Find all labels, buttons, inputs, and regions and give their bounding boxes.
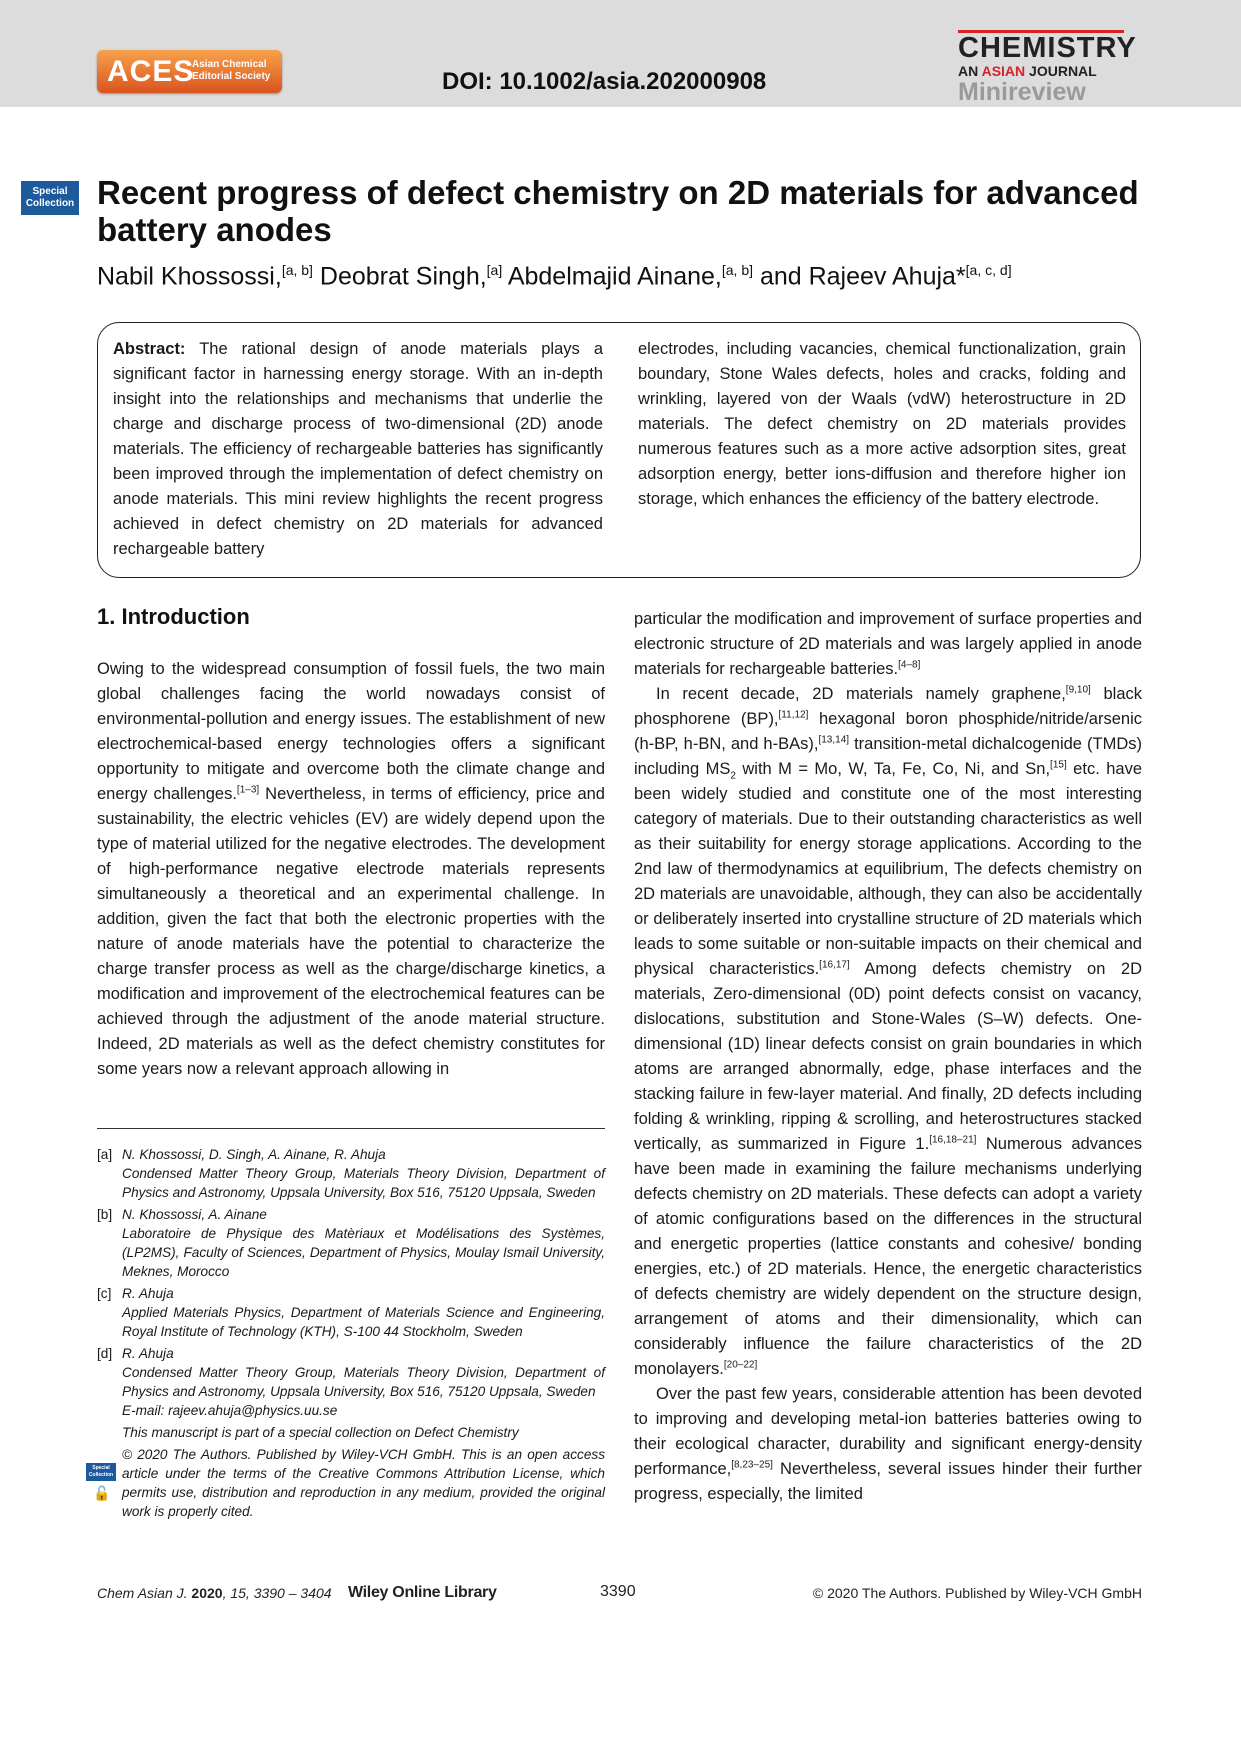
aces-logo-line2: Editorial Society bbox=[192, 71, 271, 82]
section-heading-introduction: 1. Introduction bbox=[97, 604, 250, 629]
abstract-text-1: The rational design of anode materials plays a significant factor in harnessing energy storage. With an in-depth insight into the relationships and mechanisms that underlie the charge and discharge process of two-dimensional (2D) anode materials. The efficiency of rechargeable batteries has significantly been improved through the implementation of defect chemistry on anode materials. This mini review highlights the recent progress achieved in defect chemistry on 2D materials for advanced rechargeable battery bbox=[113, 340, 603, 558]
author-affiliation: [a, c, d] bbox=[965, 262, 1012, 278]
open-access-lock-icon: 🔓 bbox=[93, 1486, 111, 1502]
special-collection-badge: Special Collection bbox=[21, 181, 79, 215]
abstract-label: Abstract: bbox=[113, 340, 186, 358]
author-affiliation: [a, b] bbox=[721, 262, 753, 278]
citation[interactable]: [8,23–25] bbox=[731, 1459, 773, 1471]
citation[interactable]: [20–22] bbox=[723, 1359, 758, 1371]
affiliation-names: R. Ahuja bbox=[122, 1286, 174, 1301]
citation[interactable]: [9,10] bbox=[1065, 684, 1091, 696]
footnote-divider bbox=[97, 1128, 605, 1129]
citation[interactable]: [1–3] bbox=[236, 784, 260, 796]
affiliation-item bbox=[97, 1205, 605, 1281]
author-name: Abdelmajid Ainane, bbox=[502, 262, 722, 291]
citation[interactable]: [15] bbox=[1050, 759, 1067, 771]
aces-logo-word: ACES bbox=[107, 55, 195, 88]
article-title: Recent progress of defect chemistry on 2D materials for advanced battery anodes bbox=[97, 174, 1139, 248]
journal-logo-chemistry: CHEMISTRY bbox=[958, 32, 1137, 64]
citation[interactable]: [13,14] bbox=[818, 734, 850, 746]
footer-wiley-library[interactable]: Wiley Online Library bbox=[348, 1584, 497, 1601]
paragraph: particular the modification and improvement of surface properties and electronic structure of 2D materials and was largely applied in anode materials for rechargeable batteries.[4–8] bbox=[634, 610, 1142, 678]
footer-citation: Chem Asian J. 2020, 15, 3390 – 3404 bbox=[97, 1585, 332, 1601]
author-affiliation: [a, b] bbox=[281, 262, 313, 278]
citation[interactable]: [11,12] bbox=[778, 709, 809, 721]
journal-logo-subtitle: AN ASIAN JOURNAL bbox=[958, 63, 1097, 79]
paragraph: Owing to the widespread consumption of fossil fuels, the two main global challenges facing the world nowadays consist of environmental-pollution and energy issues. The establishment of new electrochemical-based energy technologies offers a significant opportunity to mitigate and overcome both the climate change and energy challenges.[1–3] Nevertheless, in terms of efficiency, price and sustainability, the electric vehicles (EV) are widely depend upon the type of material utilized for the negative electrodes. The development of high-performance negative electrode materials represents simultaneously a theoretical and an experimental challenge. In addition, given the fact that both the electronic properties with the nature of anode materials have the potential to characterize the charge transfer process as well as the charge/discharge kinetics, a modification and improvement of the electrochemical features can be achieved through the adjustment of the anode material structure. Indeed, 2D materials as well as the defect chemistry constitutes for some years now a relevant approach allowing in bbox=[97, 660, 605, 1078]
abstract-column-1 bbox=[113, 337, 603, 562]
affiliation-tag: [d] bbox=[97, 1346, 113, 1361]
author-name: Nabil Khossossi, bbox=[97, 262, 282, 291]
paragraph: Over the past few years, considerable attention has been devoted to improving and developing metal-ion batteries batteries owing to their ecological character, durability and significant energy-density performance,[8,23–25] Nevertheless, several issues hinder their further progress, especially, the limited bbox=[634, 1385, 1142, 1503]
author-name: Deobrat Singh, bbox=[312, 262, 487, 291]
body-column-right bbox=[634, 607, 1142, 1507]
affiliation-tag: [b] bbox=[97, 1207, 113, 1222]
affiliation-names: N. Khossossi, A. Ainane bbox=[122, 1207, 267, 1222]
affiliation-address: Applied Materials Physics, Department of Materials Science and Engineering, Royal Institute of Technology (KTH), S-100 44 Stockholm, Sweden bbox=[122, 1305, 605, 1339]
affiliations bbox=[97, 1145, 605, 1524]
affiliation-address: Laboratoire de Physique des Matèriaux et Modélisations des Systèmes, (LP2MS), Faculty of Sciences, Department of Physics, Moulay Ismail University, Meknes, Morocco bbox=[122, 1226, 605, 1279]
body-column-left bbox=[97, 657, 605, 1082]
citation[interactable]: [16,17] bbox=[819, 959, 850, 971]
footer-copyright: © 2020 The Authors. Published by Wiley-VCH GmbH bbox=[812, 1585, 1142, 1601]
doi[interactable]: DOI: 10.1002/asia.202000908 bbox=[442, 68, 767, 95]
special-collection-small-icon: Special Collection bbox=[86, 1463, 116, 1481]
affiliation-names: R. Ahuja bbox=[122, 1346, 174, 1361]
paragraph: In recent decade, 2D materials namely graphene,[9,10] black phosphorene (BP),[11,12] hexagonal boron phosphide/nitride/arsenic (h-BP, h-BN, and h-BAs),[13,14] transition-metal dichalcogenide (TMDs) including $MS_2$ with M = Mo, W, Ta, Fe, Co, Ni, and Sn,[15] etc. have been widely studied and constitute one of the most interesting category of materials. Due to their outstanding characteristics as well as their suitability for energy storage applications. According to the 2nd law of thermodynamics at equilibrium, The defects chemistry on 2D materials are unavoidable, although, they can also be accidentally or deliberately inserted into crystalline structure of 2D materials which leads to some suitable or non-suitable impacts on their chemical and physical characteristics.[16,17] Among defects chemistry on 2D materials, Zero-dimensional (0D) point defects consist on vacancy, dislocations, substitution and Stone-Wales (S–W) defects. One-dimensional (1D) linear defects consist on grain boundaries in which atoms are arranged abnormally, edge, phase interfaces and the stacking failure in few-layer material. And finally, 2D defects including folding & wrinkling, ripping & scrolling, and heterostructures stacked vertically, as summarized in Figure 1.[16,18–21] Numerous advances have been made in examining the failure mechanisms underlying defects chemistry on 2D materials. These defects can adopt a variety of atomic configurations based on the differences in the structural and energetic properties (lattice constants and cohesive/ bonding energies, etc.) of 2D materials. Hence, the energetic characteristics of defects chemistry are widely dependent on the structure design, arrangement of atoms and their dimensionality, which can considerably influence the failure characteristics of the 2D monolayers.[20–22] bbox=[634, 684, 1143, 1378]
aces-logo bbox=[97, 50, 282, 93]
corresponding-email[interactable]: E-mail: rajeev.ahuja@physics.uu.se bbox=[122, 1403, 338, 1418]
affiliation-tag: [c] bbox=[97, 1286, 112, 1301]
affiliation-tag: [a] bbox=[97, 1147, 113, 1162]
affiliation-item bbox=[97, 1344, 605, 1420]
affiliation-address: Condensed Matter Theory Group, Materials Theory Division, Department of Physics and Astronomy, Uppsala University, Box 516, 75120 Uppsala, Sweden bbox=[122, 1365, 605, 1399]
article-type: Minireview bbox=[958, 78, 1086, 106]
author-list bbox=[97, 262, 1012, 291]
author-name: and Rajeev Ahuja* bbox=[753, 262, 966, 291]
special-collection-note: This manuscript is part of a special collection on Defect Chemistry bbox=[122, 1425, 519, 1440]
citation[interactable]: [4–8] bbox=[898, 659, 921, 671]
author-affiliation: [a] bbox=[486, 262, 503, 278]
affiliation-names: N. Khossossi, D. Singh, A. Ainane, R. Ahuja bbox=[122, 1147, 386, 1162]
affiliation-item bbox=[97, 1145, 605, 1202]
citation[interactable]: [16,18–21] bbox=[929, 1134, 977, 1146]
journal-logo bbox=[958, 30, 1137, 106]
affiliation-item bbox=[97, 1284, 605, 1341]
affiliation-address: Condensed Matter Theory Group, Materials Theory Division, Department of Physics and Astronomy, Uppsala University, Box 516, 75120 Uppsala, Sweden bbox=[122, 1166, 605, 1200]
license-note: © 2020 The Authors. Published by Wiley-VCH GmbH. This is an open access article under the terms of the Creative Commons Attribution License, which permits use, distribution and reproduction in any medium, provided the original work is properly cited. bbox=[122, 1447, 605, 1519]
page-number: 3390 bbox=[600, 1583, 636, 1600]
aces-logo-line1: Asian Chemical bbox=[192, 59, 267, 70]
abstract-column-2: electrodes, including vacancies, chemical functionalization, grain boundary, Stone Wales defects, holes and cracks, folding and wrinkling, layered von der Waals (vdW) heterostructure in 2D materials. The defect chemistry on 2D materials provides numerous features such as a more active adsorption sites, great adsorption energy, better ions-diffusion and therefore higher ion storage, which enhances the efficiency of the battery electrode. bbox=[638, 340, 1126, 508]
